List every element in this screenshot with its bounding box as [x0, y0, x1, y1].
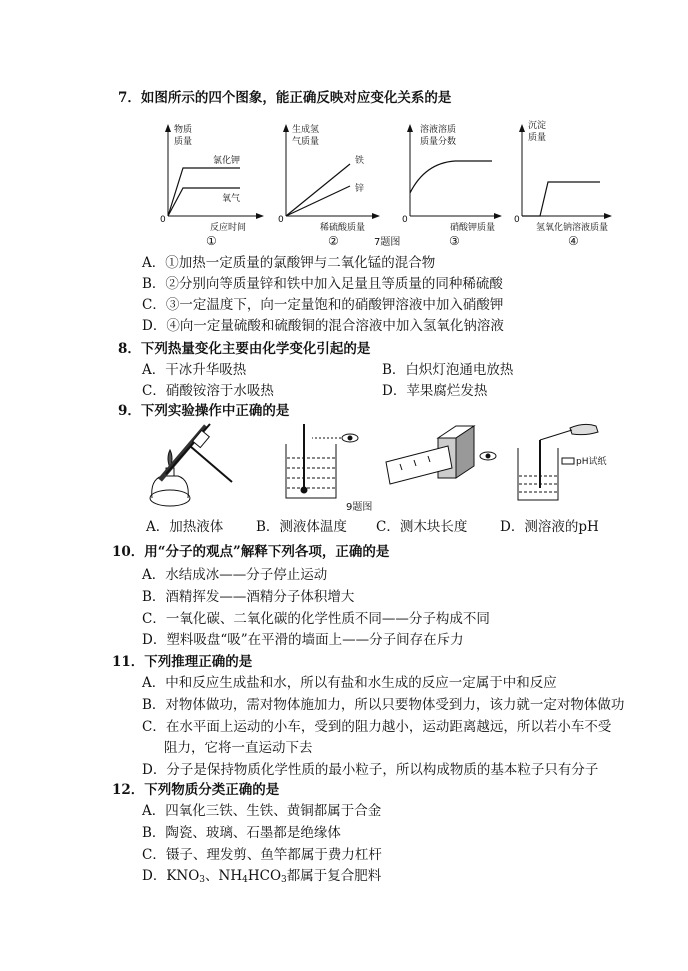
ph-paper-label: pH试纸 — [576, 457, 607, 467]
svg-text:稀硫酸质量: 稀硫酸质量 — [320, 223, 366, 233]
svg-text:④: ④ — [568, 234, 579, 248]
graph-2 — [278, 123, 400, 248]
svg-text:②: ② — [328, 234, 339, 248]
svg-text:质量分数: 质量分数 — [420, 137, 457, 147]
q7-figure — [0, 118, 688, 258]
svg-text:0: 0 — [402, 215, 408, 225]
svg-text:③: ③ — [449, 234, 460, 248]
q8-option-c: C．硝酸铵溶于水吸热 — [142, 383, 274, 399]
q8-stem: 8．下列热量变化主要由化学变化引起的是 — [118, 341, 371, 357]
graph-1 — [160, 123, 264, 248]
q9-option-a: A．加热液体 — [146, 519, 224, 535]
q10-option-b: B．酒精挥发——酒精分子体积增大 — [142, 589, 355, 605]
q7-option-c: C．③一定温度下，向一定量饱和的硝酸钾溶液中加入硝酸钾 — [142, 297, 504, 313]
q9-option-b: B．测液体温度 — [256, 519, 347, 535]
q11-option-d: D．分子是保持物质化学性质的最小粒子，所以构成物质的基本粒子只有分子 — [142, 762, 599, 778]
svg-text:0: 0 — [514, 215, 520, 225]
q12-option-d: D．$KNO_3$、$NH_4HCO_3$都属于复合肥料 — [142, 868, 382, 885]
q10-option-a: A．水结成冰——分子停止运动 — [142, 567, 328, 583]
thermometer-beaker — [286, 424, 358, 498]
svg-text:氢氧化钠溶液质量: 氢氧化钠溶液质量 — [536, 223, 609, 233]
graph1-xlabel: 反应时间 — [210, 223, 247, 233]
q12-stem: 12．下列物质分类正确的是 — [112, 782, 280, 798]
graph1-num: ① — [206, 234, 217, 248]
q7-option-d: D．④向一定量硫酸和硫酸铜的混合溶液中加入氢氧化钠溶液 — [142, 318, 504, 334]
q7-option-b: B．②分别向等质量锌和铁中加入足量且等质量的同种稀硫酸 — [142, 276, 503, 292]
svg-text:生成氢: 生成氢 — [292, 125, 320, 135]
q12-option-a: A．四氧化三铁、生铁、黄铜都属于合金 — [142, 803, 382, 819]
heating-liquid-apparatus — [150, 424, 232, 506]
svg-text:硝酸钾质量: 硝酸钾质量 — [450, 223, 496, 233]
svg-text:沉淀: 沉淀 — [528, 121, 547, 131]
q8-option-d: D．苹果腐烂发热 — [382, 383, 488, 399]
q8-option-a: A．干冰升华吸热 — [142, 362, 247, 378]
q9-fig-caption: 9题图 — [346, 502, 373, 513]
q10-option-d: D．塑料吸盘“吸”在平滑的墙面上——分子间存在斥力 — [142, 632, 464, 648]
q11-stem: 11．下列推理正确的是 — [112, 654, 253, 670]
svg-text:气质量: 气质量 — [292, 137, 320, 147]
ruler-block — [386, 426, 496, 484]
graph-4 — [514, 119, 612, 248]
q11-option-b: B．对物体做功，需对物体施加力，所以只要物体受到力，该力就一定对物体做功 — [142, 697, 625, 713]
graph1-line2: 氧气 — [222, 194, 241, 204]
graph1-ylabel1: 物质 — [174, 125, 193, 135]
q11-option-a: A．中和反应生成盐和水，所以有盐和水生成的反应一定属于中和反应 — [142, 675, 557, 691]
svg-text:锌: 锌 — [355, 184, 365, 194]
ph-test-setup — [518, 424, 606, 500]
svg-text:质量: 质量 — [528, 133, 547, 143]
q12-option-c: C．镊子、理发剪、鱼竿都属于费力杠杆 — [142, 847, 382, 863]
svg-text:0: 0 — [160, 215, 166, 225]
graph1-ylabel2: 质量 — [174, 137, 193, 147]
q9-option-c: C．测木块长度 — [376, 519, 468, 535]
q9-option-d: D．测溶液的pH — [500, 519, 599, 535]
q7-fig-caption: 7题图 — [374, 237, 401, 248]
graph-3 — [402, 123, 502, 248]
q9-stem: 9．下列实验操作中正确的是 — [118, 403, 290, 419]
svg-text:溶液溶质: 溶液溶质 — [420, 125, 457, 135]
q8-option-b: B．白炽灯泡通电放热 — [382, 362, 514, 378]
q7-option-a: A．①加热一定质量的氯酸钾与二氧化锰的混合物 — [142, 255, 436, 271]
q11-option-c-cont: 阻力，它将一直运动下去 — [164, 740, 313, 756]
q10-option-c: C．一氧化碳、二氧化碳的化学性质不同——分子构成不同 — [142, 611, 490, 627]
q11-option-c: C．在水平面上运动的小车，受到的阻力越小，运动距离越远，所以若小车不受 — [142, 719, 612, 735]
graph1-line1: 氯化钾 — [213, 156, 241, 166]
svg-text:铁: 铁 — [355, 156, 365, 166]
q9-figure — [0, 418, 688, 514]
q12-option-b: B．陶瓷、玻璃、石墨都是绝缘体 — [142, 825, 341, 841]
q7-stem: 7．如图所示的四个图象，能正确反映对应变化关系的是 — [118, 90, 452, 106]
q10-stem: 10．用“分子的观点”解释下列各项，正确的是 — [112, 544, 390, 560]
svg-text:0: 0 — [278, 215, 284, 225]
